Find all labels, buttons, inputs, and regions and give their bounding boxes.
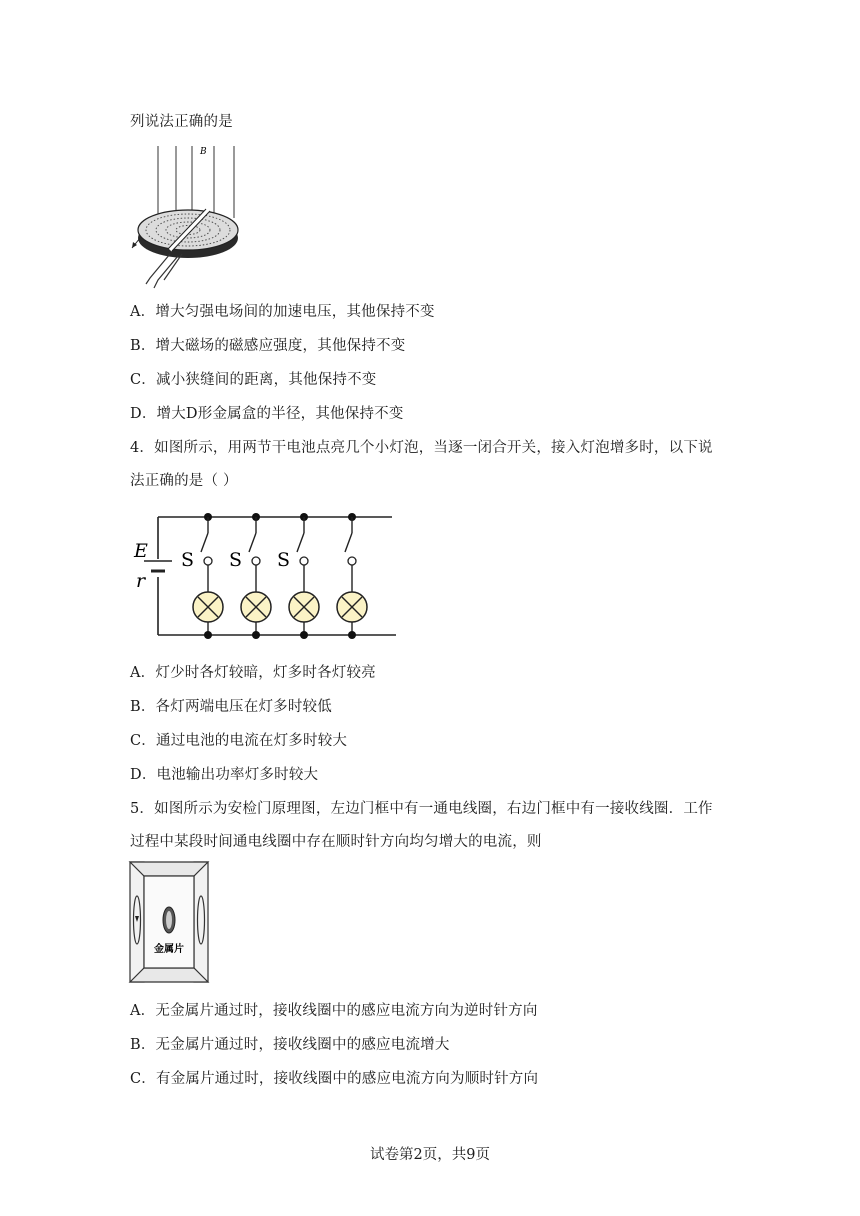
q5-option-b: B．无金属片通过时，接收线圈中的感应电流增大 xyxy=(130,1037,450,1053)
branch-3 xyxy=(277,513,319,639)
branch-2 xyxy=(229,513,271,639)
q5-stem-line2: 过程中某段时间通电线圈中存在顺时针方向均匀增大的电流，则 xyxy=(130,834,542,850)
q4-stem-line2: 法正确的是（ ） xyxy=(130,473,238,489)
battery-emf-label: E xyxy=(134,540,148,562)
field-label-b: B xyxy=(200,147,207,157)
page-footer: 试卷第2页，共9页 xyxy=(370,1147,490,1163)
q4-option-d: D．电池输出功率灯多时较大 xyxy=(130,767,319,783)
circuit-figure xyxy=(130,505,400,645)
q5-option-a: A．无金属片通过时，接收线圈中的感应电流方向为逆时针方向 xyxy=(130,1003,538,1019)
q4-option-c: C．通过电池的电流在灯多时较大 xyxy=(130,733,348,749)
q3-stem-tail: 列说法正确的是 xyxy=(130,114,233,130)
security-gate-figure xyxy=(128,860,212,986)
switch-label-2: S xyxy=(229,549,243,571)
switch-label-3: S xyxy=(277,549,291,571)
q3-option-c: C．减小狭缝间的距离，其他保持不变 xyxy=(130,372,377,388)
q3-option-b: B．增大磁场的磁感应强度，其他保持不变 xyxy=(130,338,406,354)
cyclotron-figure xyxy=(130,142,240,292)
q4-option-b: B．各灯两端电压在灯多时较低 xyxy=(130,699,332,715)
battery-resistance-label: r xyxy=(136,570,146,592)
q3-option-a: A．增大匀强电场间的加速电压，其他保持不变 xyxy=(130,304,435,320)
branch-4 xyxy=(337,513,367,639)
branch-1 xyxy=(181,513,223,639)
q5-stem-line1: 5．如图所示为安检门原理图，左边门框中有一通电线圈，右边门框中有一接收线圈．工作 xyxy=(130,801,713,817)
switch-label-1: S xyxy=(181,549,195,571)
q5-option-c: C．有金属片通过时，接收线圈中的感应电流方向为顺时针方向 xyxy=(130,1071,539,1087)
q4-stem-line1: 4．如图所示，用两节干电池点亮几个小灯泡，当逐一闭合开关，接入灯泡增多时，以下说 xyxy=(130,440,713,456)
metal-plate-label: 金属片 xyxy=(154,944,184,955)
q3-option-d: D．增大D形金属盒的半径，其他保持不变 xyxy=(130,406,404,422)
q4-option-a: A．灯少时各灯较暗，灯多时各灯较亮 xyxy=(130,665,376,681)
